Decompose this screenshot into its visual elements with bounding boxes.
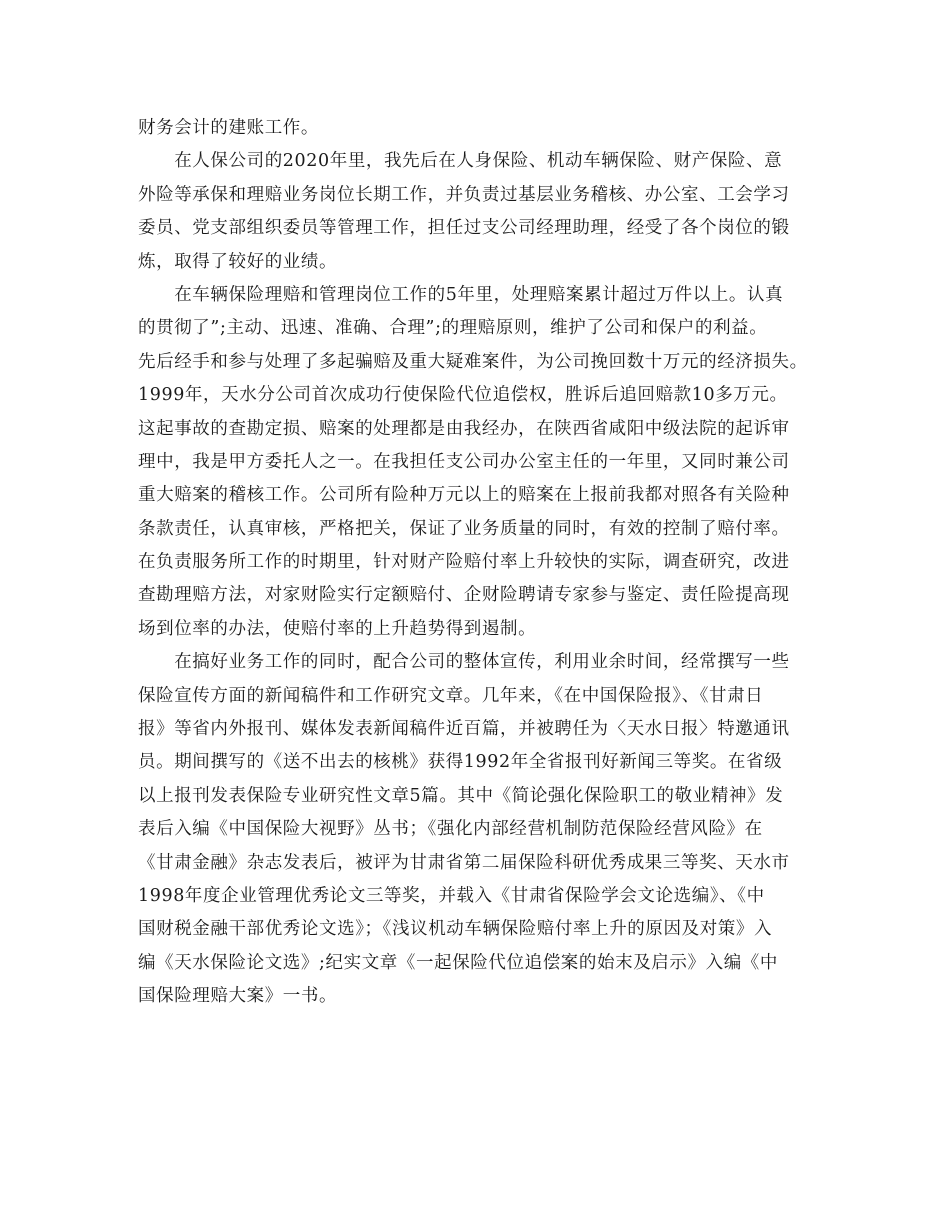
text-line: 外险等承保和理赔业务岗位长期工作，并负责过基层业务稽核、办公室、工会学习	[138, 184, 790, 205]
text-line: 报》等省内外报刊、媒体发表新闻稿件近百篇，并被聘任为〈天水日报〉特邀通讯	[138, 719, 790, 740]
text-line: 这起事故的查勘定损、赔案的处理都是由我经办，在陕西省咸阳中级法院的起诉审	[138, 418, 790, 439]
text-line: 表后入编《中国保险大视野》丛书；《强化内部经营机制防范保险经营风险》在	[138, 819, 763, 840]
text-line: 在车辆保险理赔和管理岗位工作的5年里，处理赔案累计超过万件以上。认真	[138, 284, 784, 305]
text-line: 1999年，天水分公司首次成功行使保险代位追偿权，胜诉后追回赔款10多万元。	[138, 385, 788, 406]
text-line: 委员、党支部组织委员等管理工作，担任过支公司经理助理，经受了各个岗位的锻	[138, 218, 790, 239]
text-line: 编《天水保险论文选》;纪实文章《一起保险代位追偿案的始末及启示》入编《中	[138, 952, 778, 973]
text-line: 在人保公司的2020年里，我先后在人身保险、机动车辆保险、财产保险、意	[138, 151, 783, 172]
text-line: 场到位率的办法，使赔付率的上升趋势得到遏制。	[138, 618, 537, 639]
text-line: 在搞好业务工作的同时，配合公司的整体宣传，利用业余时间，经常撰写一些	[138, 652, 790, 673]
text-line: 1998年度企业管理优秀论文三等奖，并载入《甘肃省保险学会文论选编》、《中	[138, 885, 765, 906]
text-line: 在负责服务所工作的时期里，针对财产险赔付率上升较快的实际，调查研究，改进	[138, 552, 790, 573]
text-line: 员。期间撰写的《送不出去的核桃》获得1992年全省报刊好新闻三等奖。在省级	[138, 752, 783, 773]
text-line: 以上报刊发表保险专业研究性文章5篇。其中《简论强化保险职工的敬业精神》发	[138, 785, 784, 806]
text-line: 理中，我是甲方委托人之一。在我担任支公司办公室主任的一年里，又同时兼公司	[138, 451, 790, 472]
text-line: 的贯彻了”;主动、迅速、准确、合理”;的理赔原则，维护了公司和保户的利益。	[138, 318, 768, 339]
text-line: 查勘理赔方法，对家财险实行定额赔付、企财险聘请专家参与鉴定、责任险提高现	[138, 585, 790, 606]
text-line: 炼，取得了较好的业绩。	[138, 251, 338, 272]
text-line: 国财税金融干部优秀论文选》；《浅议机动车辆保险赔付率上升的原因及对策》入	[138, 919, 773, 940]
body-text	[138, 112, 818, 1014]
text-line: 条款责任，认真审核，严格把关，保证了业务质量的同时，有效的控制了赔付率。	[138, 518, 790, 539]
text-line: 重大赔案的稽核工作。公司所有险种万元以上的赔案在上报前我都对照各有关险种	[138, 485, 790, 506]
text-line: 先后经手和参与处理了多起骗赔及重大疑难案件，为公司挽回数十万元的经济损失。	[138, 351, 808, 372]
text-line: 财务会计的建账工作。	[138, 118, 319, 138]
text-line: 《甘肃金融》杂志发表后，被评为甘肃省第二届保险科研优秀成果三等奖、天水市	[138, 852, 790, 873]
text-line: 国保险理赔大案》一书。	[138, 986, 338, 1007]
text-line: 保险宣传方面的新闻稿件和工作研究文章。几年来，《在中国保险报》、《甘肃日	[138, 685, 764, 706]
